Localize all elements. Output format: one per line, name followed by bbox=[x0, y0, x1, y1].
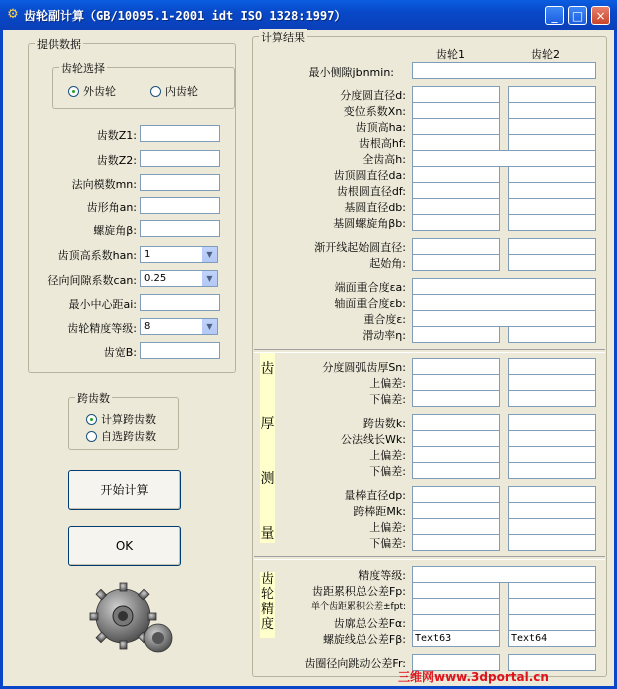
result-output-gear1 bbox=[412, 390, 500, 407]
can-select[interactable] bbox=[140, 270, 218, 287]
result-label: 下偏差: bbox=[369, 465, 406, 478]
vertical-char: 轮 bbox=[260, 587, 274, 602]
result-label: 精度等级: bbox=[358, 569, 406, 582]
gear-app-icon: ⚙ bbox=[7, 7, 19, 22]
vertical-char: 齿 bbox=[260, 572, 274, 587]
gear1-header: 齿轮1 bbox=[436, 48, 465, 61]
result-label: 上偏差: bbox=[369, 377, 406, 390]
gear-select-legend: 齿轮选择 bbox=[61, 62, 105, 75]
result-output-gear2 bbox=[508, 254, 596, 271]
an-input[interactable] bbox=[140, 197, 220, 214]
result-output-gear2 bbox=[508, 358, 596, 375]
result-output-wide bbox=[412, 294, 596, 311]
result-output-gear2 bbox=[508, 102, 596, 119]
ai-label: 最小中心距ai: bbox=[68, 298, 137, 311]
result-output-gear1 bbox=[412, 518, 500, 535]
result-label: 端面重合度εa: bbox=[334, 281, 406, 294]
result-output-gear1 bbox=[412, 166, 500, 183]
watermark: 三维网www.3dportal.cn bbox=[398, 670, 549, 684]
result-output-gear2 bbox=[508, 446, 596, 463]
result-label: 齿距累积总公差Fp: bbox=[311, 585, 406, 598]
result-label: 上偏差: bbox=[369, 521, 406, 534]
chevron-down-icon[interactable]: ▼ bbox=[201, 319, 217, 334]
section-divider bbox=[254, 349, 605, 353]
grade-label: 齿轮精度等级: bbox=[67, 322, 137, 335]
result-label: 单个齿距累积公差±fpt: bbox=[311, 602, 406, 612]
vertical-char: 齿 bbox=[260, 361, 275, 377]
tooth-thickness-label bbox=[260, 353, 275, 543]
result-output-gear2 bbox=[508, 214, 596, 231]
result-output-gear1 bbox=[412, 598, 500, 615]
vertical-char: 度 bbox=[260, 617, 274, 632]
result-label: 滑动率η: bbox=[362, 329, 406, 342]
han-select[interactable] bbox=[140, 246, 218, 263]
mn-input[interactable] bbox=[140, 174, 220, 191]
result-output-gear2 bbox=[508, 182, 596, 199]
result-output-gear2 bbox=[508, 582, 596, 599]
width-label: 齿宽B: bbox=[103, 346, 137, 359]
result-label: 螺旋线总公差Fβ: bbox=[322, 633, 406, 646]
result-output-gear1 bbox=[412, 582, 500, 599]
result-label: 重合度ε: bbox=[363, 313, 406, 326]
beta-input[interactable] bbox=[140, 220, 220, 237]
result-label: 齿根圆直径df: bbox=[336, 185, 406, 198]
result-output-gear1 bbox=[412, 486, 500, 503]
result-output-gear1 bbox=[412, 238, 500, 255]
result-output-gear1 bbox=[412, 134, 500, 151]
radio-selected-icon bbox=[68, 86, 79, 97]
result-label: 渐开线起始圆直径: bbox=[314, 241, 406, 254]
result-output-gear1 bbox=[412, 182, 500, 199]
result-output-gear1 bbox=[412, 214, 500, 231]
result-output-gear1 bbox=[412, 502, 500, 519]
han-label: 齿顶高系数han: bbox=[57, 249, 137, 262]
beta-label: 螺旋角β: bbox=[93, 224, 137, 237]
result-output-gear1 bbox=[412, 86, 500, 103]
result-output-gear2 bbox=[508, 430, 596, 447]
result-output-wide bbox=[412, 566, 596, 583]
calc-span-radio[interactable] bbox=[86, 411, 156, 427]
result-label: 全齿高h: bbox=[362, 153, 406, 166]
z2-input[interactable] bbox=[140, 150, 220, 167]
grade-value: 8 bbox=[144, 321, 151, 332]
result-output-wide bbox=[412, 310, 596, 327]
radio-selected-icon bbox=[86, 414, 97, 425]
result-output-gear2 bbox=[508, 518, 596, 535]
result-output-gear2 bbox=[508, 118, 596, 135]
minimize-button[interactable]: _ bbox=[545, 6, 564, 25]
result-label: 下偏差: bbox=[369, 393, 406, 406]
width-input[interactable] bbox=[140, 342, 220, 359]
gear-precision-label bbox=[260, 572, 275, 638]
jbnmin-output bbox=[412, 62, 596, 79]
choose-span-label: 自选跨齿数 bbox=[101, 430, 156, 443]
grade-select[interactable] bbox=[140, 318, 218, 335]
span-teeth-legend: 跨齿数 bbox=[77, 392, 110, 405]
result-label: 基圆螺旋角βb: bbox=[333, 217, 406, 230]
result-output-gear2 bbox=[508, 390, 596, 407]
window-title: 齿轮副计算（GB/10095.1-2001 idt ISO 1328:1997） bbox=[24, 9, 347, 23]
result-output-gear1 bbox=[412, 614, 500, 631]
result-output-gear2 bbox=[508, 598, 596, 615]
vertical-char: 厚 bbox=[260, 416, 275, 432]
result-output-gear2: Text64 bbox=[508, 630, 596, 647]
result-output-gear1 bbox=[412, 446, 500, 463]
ok-button[interactable]: OK bbox=[68, 526, 181, 566]
result-output-gear2 bbox=[508, 462, 596, 479]
result-output-gear2 bbox=[508, 198, 596, 215]
section-divider bbox=[254, 556, 605, 560]
result-label: 齿顶高ha: bbox=[355, 121, 406, 134]
result-output-gear2 bbox=[508, 502, 596, 519]
can-value: 0.25 bbox=[144, 273, 167, 284]
maximize-button[interactable]: □ bbox=[568, 6, 587, 25]
result-output-gear1 bbox=[412, 358, 500, 375]
result-label: 基圆直径db: bbox=[344, 201, 406, 214]
result-output-gear1 bbox=[412, 534, 500, 551]
result-label: 上偏差: bbox=[369, 449, 406, 462]
result-label: 齿根高hf: bbox=[358, 137, 406, 150]
gear-illustration-icon bbox=[88, 578, 178, 660]
external-gear-radio[interactable] bbox=[68, 83, 116, 99]
result-output-gear2 bbox=[508, 166, 596, 183]
z1-input[interactable] bbox=[140, 125, 220, 142]
result-output-gear1 bbox=[412, 414, 500, 431]
result-output-gear1 bbox=[412, 374, 500, 391]
result-label: 起始角: bbox=[369, 257, 406, 270]
result-label: 齿廓总公差Fα: bbox=[333, 617, 406, 630]
result-output-gear2 bbox=[508, 614, 596, 631]
result-output-gear2 bbox=[508, 326, 596, 343]
result-output-gear1 bbox=[412, 430, 500, 447]
z1-label: 齿数Z1: bbox=[96, 129, 137, 142]
vertical-char: 量 bbox=[260, 526, 275, 542]
result-label: 跨棒距Mk: bbox=[353, 505, 406, 518]
z2-label: 齿数Z2: bbox=[96, 154, 137, 167]
start-calc-button[interactable]: 开始计算 bbox=[68, 470, 181, 510]
result-output-gear2 bbox=[508, 374, 596, 391]
result-output-gear2 bbox=[508, 414, 596, 431]
can-label: 径向间隙系数can: bbox=[47, 274, 137, 287]
result-label: 变位系数Xn: bbox=[343, 105, 406, 118]
result-label: 分度圆直径d: bbox=[340, 89, 406, 102]
mn-label: 法向模数mn: bbox=[71, 178, 137, 191]
result-output-wide bbox=[412, 150, 596, 167]
result-output-gear1 bbox=[412, 102, 500, 119]
result-label: 量棒直径dp: bbox=[344, 489, 406, 502]
radio-empty-icon bbox=[86, 431, 97, 442]
internal-gear-label: 内齿轮 bbox=[165, 85, 198, 98]
result-output-gear1 bbox=[412, 118, 500, 135]
title-bar bbox=[0, 0, 617, 30]
result-output-gear2 bbox=[508, 134, 596, 151]
choose-span-radio[interactable] bbox=[86, 428, 156, 444]
radio-empty-icon bbox=[150, 86, 161, 97]
chevron-down-icon[interactable]: ▼ bbox=[201, 247, 217, 262]
external-gear-label: 外齿轮 bbox=[83, 85, 116, 98]
an-label: 齿形角an: bbox=[86, 201, 137, 214]
result-output-gear2 bbox=[508, 486, 596, 503]
ai-input[interactable] bbox=[140, 294, 220, 311]
jbnmin-label: 最小侧隙jbnmin: bbox=[308, 66, 394, 79]
result-label: 齿顶圆直径da: bbox=[333, 169, 406, 182]
result-label: 齿圈径向跳动公差Fr: bbox=[304, 657, 406, 670]
close-button[interactable]: × bbox=[591, 6, 610, 25]
result-output-gear1 bbox=[412, 254, 500, 271]
internal-gear-radio[interactable] bbox=[150, 83, 198, 99]
chevron-down-icon[interactable]: ▼ bbox=[201, 271, 217, 286]
result-label: 跨齿数k: bbox=[362, 417, 406, 430]
result-output-gear2 bbox=[508, 238, 596, 255]
result-label: 公法线长Wk: bbox=[341, 433, 406, 446]
result-output-gear1 bbox=[412, 198, 500, 215]
result-output-gear2 bbox=[508, 86, 596, 103]
gear2-header: 齿轮2 bbox=[531, 48, 560, 61]
calc-span-label: 计算跨齿数 bbox=[101, 413, 156, 426]
result-label: 轴面重合度εb: bbox=[334, 297, 406, 310]
result-output-wide bbox=[412, 278, 596, 295]
results-legend: 计算结果 bbox=[261, 31, 305, 44]
result-label: 下偏差: bbox=[369, 537, 406, 550]
vertical-char: 精 bbox=[260, 602, 274, 617]
result-output-gear1 bbox=[412, 326, 500, 343]
result-output-gear2 bbox=[508, 534, 596, 551]
provide-data-legend: 提供数据 bbox=[37, 38, 81, 51]
result-label: 分度圆弧齿厚Sn: bbox=[322, 361, 406, 374]
result-output-gear1: Text63 bbox=[412, 630, 500, 647]
vertical-char: 测 bbox=[260, 471, 275, 487]
han-value: 1 bbox=[144, 249, 151, 260]
result-output-gear1 bbox=[412, 462, 500, 479]
